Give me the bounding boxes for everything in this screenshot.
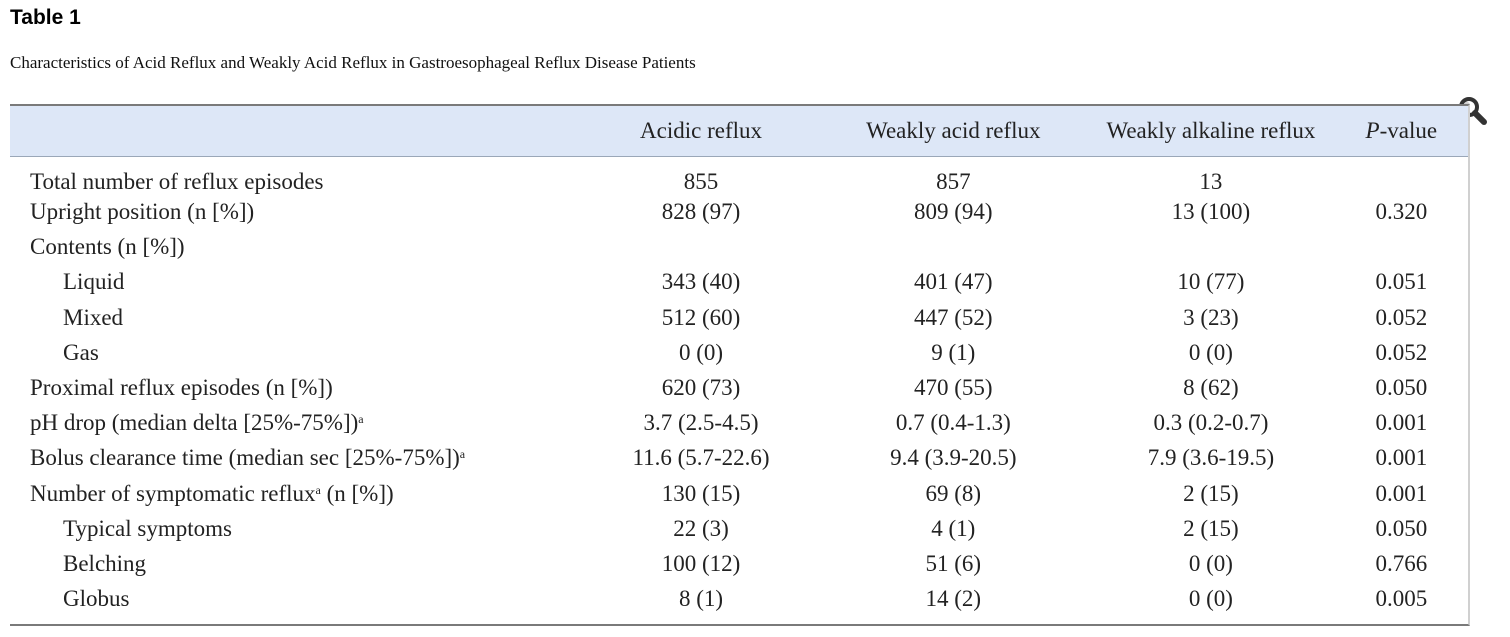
cell-acidic xyxy=(583,230,820,265)
cell-p-value: 0.001 xyxy=(1375,480,1428,506)
header-acidic-reflux: Acidic reflux xyxy=(583,106,820,156)
table-row xyxy=(10,156,1468,195)
cell-weakly-acid: 9 (1) xyxy=(931,339,976,365)
cell-acidic: 8 (1) xyxy=(678,586,724,612)
cell-acidic: 620 (73) xyxy=(661,375,741,401)
footnote-marker: a xyxy=(315,482,321,497)
cell-weakly-acid: 69 (8) xyxy=(925,480,982,506)
cell-weakly-alkaline: 8 (62) xyxy=(1183,375,1239,401)
cell-weakly-alkaline: 2 (15) xyxy=(1183,480,1239,506)
cell-p-value: 0.050 xyxy=(1375,515,1428,541)
table-row xyxy=(10,476,1468,511)
cell-weakly-alkaline: 7.9 (3.6-19.5) xyxy=(1147,445,1275,471)
cell-weakly-acid: 14 (2) xyxy=(925,586,982,612)
table-heading: Table 1 xyxy=(10,6,81,29)
cell-acidic: 130 (15) xyxy=(661,480,741,506)
table-row xyxy=(10,335,1468,370)
table-row xyxy=(10,195,1468,230)
table-row xyxy=(10,265,1468,300)
row-label: Typical symptoms xyxy=(63,515,232,541)
table-caption: Characteristics of Acid Reflux and Weakly Acid Reflux in Gastroesophageal Reflux Disease Patients xyxy=(10,53,696,72)
cell-acidic: 828 (97) xyxy=(661,199,741,225)
header-p-italic: P xyxy=(1365,117,1380,143)
cell-acidic: 855 xyxy=(683,168,719,194)
header-row xyxy=(10,106,1468,156)
cell-weakly-acid: 9.4 (3.9-20.5) xyxy=(890,445,1017,471)
header-blank xyxy=(10,106,583,156)
cell-acidic: 0 (0) xyxy=(678,339,724,365)
cell-weakly-acid: 470 (55) xyxy=(914,375,993,401)
row-label: Liquid xyxy=(63,269,125,295)
cell-weakly-alkaline: 13 (100) xyxy=(1171,199,1251,225)
row-label: Number of symptomatic reflux$^a$ (n [%]) xyxy=(30,480,394,506)
cell-p-value: 0.766 xyxy=(1375,550,1428,576)
footnote-marker: a xyxy=(358,412,364,427)
row-label: Contents (n [%]) xyxy=(30,234,185,260)
cell-acidic: 512 (60) xyxy=(661,304,741,330)
table-row xyxy=(10,511,1468,546)
cell-p-value: 0.052 xyxy=(1375,339,1428,365)
row-label: Bolus clearance time (median sec [25%-75%])$^a$ xyxy=(30,445,466,471)
cell-acidic: 100 (12) xyxy=(661,550,741,576)
table-row xyxy=(10,370,1468,405)
table-row xyxy=(10,441,1468,476)
row-label: Belching xyxy=(63,550,147,576)
cell-p-value: 0.005 xyxy=(1375,586,1428,612)
cell-p-value: 0.052 xyxy=(1375,304,1428,330)
cell-weakly-acid: 401 (47) xyxy=(914,269,993,295)
cell-weakly-alkaline: 0.3 (0.2-0.7) xyxy=(1153,410,1269,436)
table-row xyxy=(10,582,1468,617)
data-table xyxy=(10,104,1470,626)
header-weakly-acid-reflux: Weakly acid reflux xyxy=(819,106,1087,156)
cell-weakly-alkaline: 0 (0) xyxy=(1188,550,1233,576)
table-row xyxy=(10,406,1468,441)
cell-p-value: 0.050 xyxy=(1375,375,1428,401)
cell-weakly-alkaline xyxy=(1087,230,1334,265)
cell-acidic: 22 (3) xyxy=(673,515,729,541)
cell-weakly-alkaline: 0 (0) xyxy=(1188,339,1233,365)
row-label: Total number of reflux episodes xyxy=(30,168,324,194)
cell-p-value xyxy=(1335,156,1468,195)
header-weakly-alkaline-reflux: Weakly alkaline reflux xyxy=(1087,106,1334,156)
cell-acidic: 11.6 (5.7-22.6) xyxy=(632,445,770,471)
cell-weakly-acid xyxy=(819,230,1087,265)
table-row xyxy=(10,230,1468,265)
row-label: Proximal reflux episodes (n [%]) xyxy=(30,375,333,401)
cell-p-value xyxy=(1335,230,1468,265)
cell-weakly-alkaline: 10 (77) xyxy=(1177,269,1245,295)
row-label: Upright position (n [%]) xyxy=(30,199,255,225)
cell-acidic: 3.7 (2.5-4.5) xyxy=(643,410,759,436)
cell-weakly-acid: 51 (6) xyxy=(925,550,982,576)
cell-p-value: 0.051 xyxy=(1375,269,1428,295)
cell-weakly-alkaline: 13 xyxy=(1199,168,1223,194)
row-label: pH drop (median delta [25%-75%])$^a$ xyxy=(30,410,364,436)
footnote-marker: a xyxy=(459,447,466,462)
cell-p-value: 0.001 xyxy=(1375,410,1428,436)
row-label: Globus xyxy=(63,586,130,612)
cell-weakly-alkaline: 0 (0) xyxy=(1188,586,1233,612)
cell-weakly-acid: 447 (52) xyxy=(914,304,993,330)
row-label: Gas xyxy=(63,339,99,365)
cell-weakly-alkaline: 3 (23) xyxy=(1183,304,1239,330)
row-label: Mixed xyxy=(63,304,124,330)
cell-weakly-acid: 4 (1) xyxy=(931,515,976,541)
cell-weakly-acid: 809 (94) xyxy=(914,199,993,225)
header-p-value xyxy=(1335,106,1468,156)
table-row xyxy=(10,300,1468,335)
cell-p-value: 0.001 xyxy=(1375,445,1428,471)
header-p-rest: -value xyxy=(1379,117,1438,143)
cell-acidic: 343 (40) xyxy=(661,269,741,295)
cell-weakly-acid: 857 xyxy=(936,168,971,194)
cell-p-value: 0.320 xyxy=(1375,199,1428,225)
table-row xyxy=(10,546,1468,581)
cell-weakly-alkaline: 2 (15) xyxy=(1183,515,1239,541)
cell-weakly-acid: 0.7 (0.4-1.3) xyxy=(895,410,1011,436)
